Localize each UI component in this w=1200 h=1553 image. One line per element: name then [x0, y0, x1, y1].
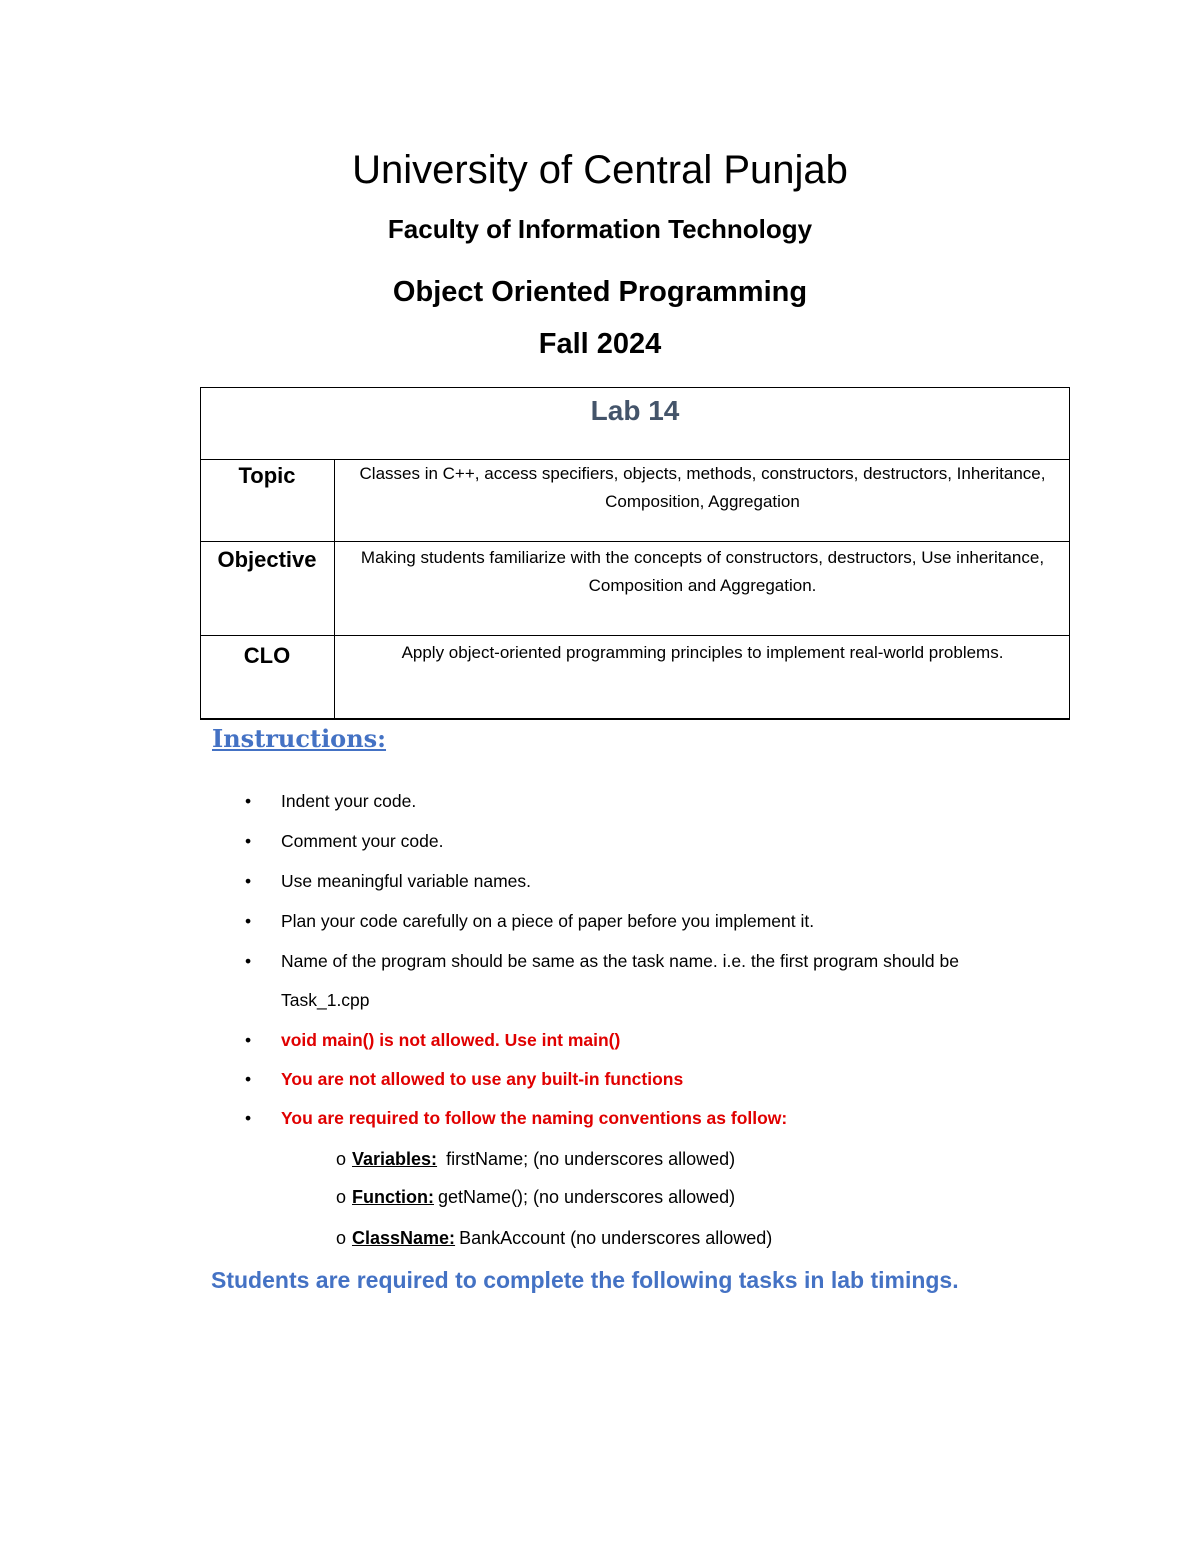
- table-border-bottom: [200, 718, 1070, 720]
- faculty-name: Faculty of Information Technology: [387, 214, 813, 244]
- lab-info-table: [200, 387, 1070, 719]
- topic-label: Topic: [238, 463, 296, 488]
- list-item: • Use meaningful variable names.: [245, 871, 531, 891]
- rule-item: • You are required to follow the naming conventions as follow:: [245, 1108, 788, 1128]
- topic-value: Classes in C++, access specifiers, objects, methods, constructors, destructors, Inheritance, Composition, Aggregation: [359, 464, 1046, 511]
- term: Fall 2024: [538, 328, 662, 360]
- clo-label: CLO: [243, 643, 291, 668]
- bullet-icon: •: [245, 1030, 252, 1050]
- list-item-continuation: Task_1.cpp: [281, 990, 370, 1010]
- lab-title: Lab 14: [590, 395, 680, 426]
- table-border-top: [200, 387, 1070, 388]
- list-item: • Name of the program should be same as the task name. i.e. the first program should be: [245, 951, 959, 971]
- list-item: • Comment your code.: [245, 831, 444, 851]
- rule-item: • void main() is not allowed. Use int main(): [245, 1030, 621, 1050]
- list-item: • Indent your code.: [245, 791, 417, 811]
- convention-classname: o ClassName: BankAccount (no underscores allowed): [336, 1228, 773, 1248]
- university-title: University of Central Punjab: [352, 148, 848, 192]
- table-divider-3: [200, 635, 1070, 636]
- instructions-heading: Instructions:: [212, 724, 387, 753]
- objective-value: Making students familiarize with the concepts of constructors, destructors, Use inheritance, Composition and Aggregation.: [360, 548, 1045, 595]
- bullet-icon: •: [245, 951, 252, 971]
- convention-function: o Function: getName(); (no underscores allowed): [336, 1187, 736, 1207]
- table-divider-2: [200, 541, 1070, 542]
- circle-bullet-icon: o: [336, 1149, 347, 1169]
- rule-item: • You are not allowed to use any built-in functions: [245, 1069, 684, 1089]
- circle-bullet-icon: o: [336, 1228, 347, 1248]
- convention-variables: o Variables: firstName; (no underscores allowed): [336, 1149, 736, 1169]
- bullet-icon: •: [245, 831, 252, 851]
- bullet-icon: •: [245, 871, 252, 891]
- circle-bullet-icon: o: [336, 1187, 347, 1207]
- course-name: Object Oriented Programming: [392, 276, 808, 308]
- bullet-icon: •: [245, 1069, 252, 1089]
- bullet-icon: •: [245, 1108, 252, 1128]
- lab-timing-note: Students are required to complete the following tasks in lab timings.: [211, 1267, 959, 1293]
- bullet-icon: •: [245, 791, 252, 811]
- bullet-icon: •: [245, 911, 252, 931]
- list-item: • Plan your code carefully on a piece of paper before you implement it.: [245, 911, 815, 931]
- clo-value: Apply object-oriented programming principles to implement real-world problems.: [401, 643, 1004, 662]
- objective-label: Objective: [217, 547, 317, 572]
